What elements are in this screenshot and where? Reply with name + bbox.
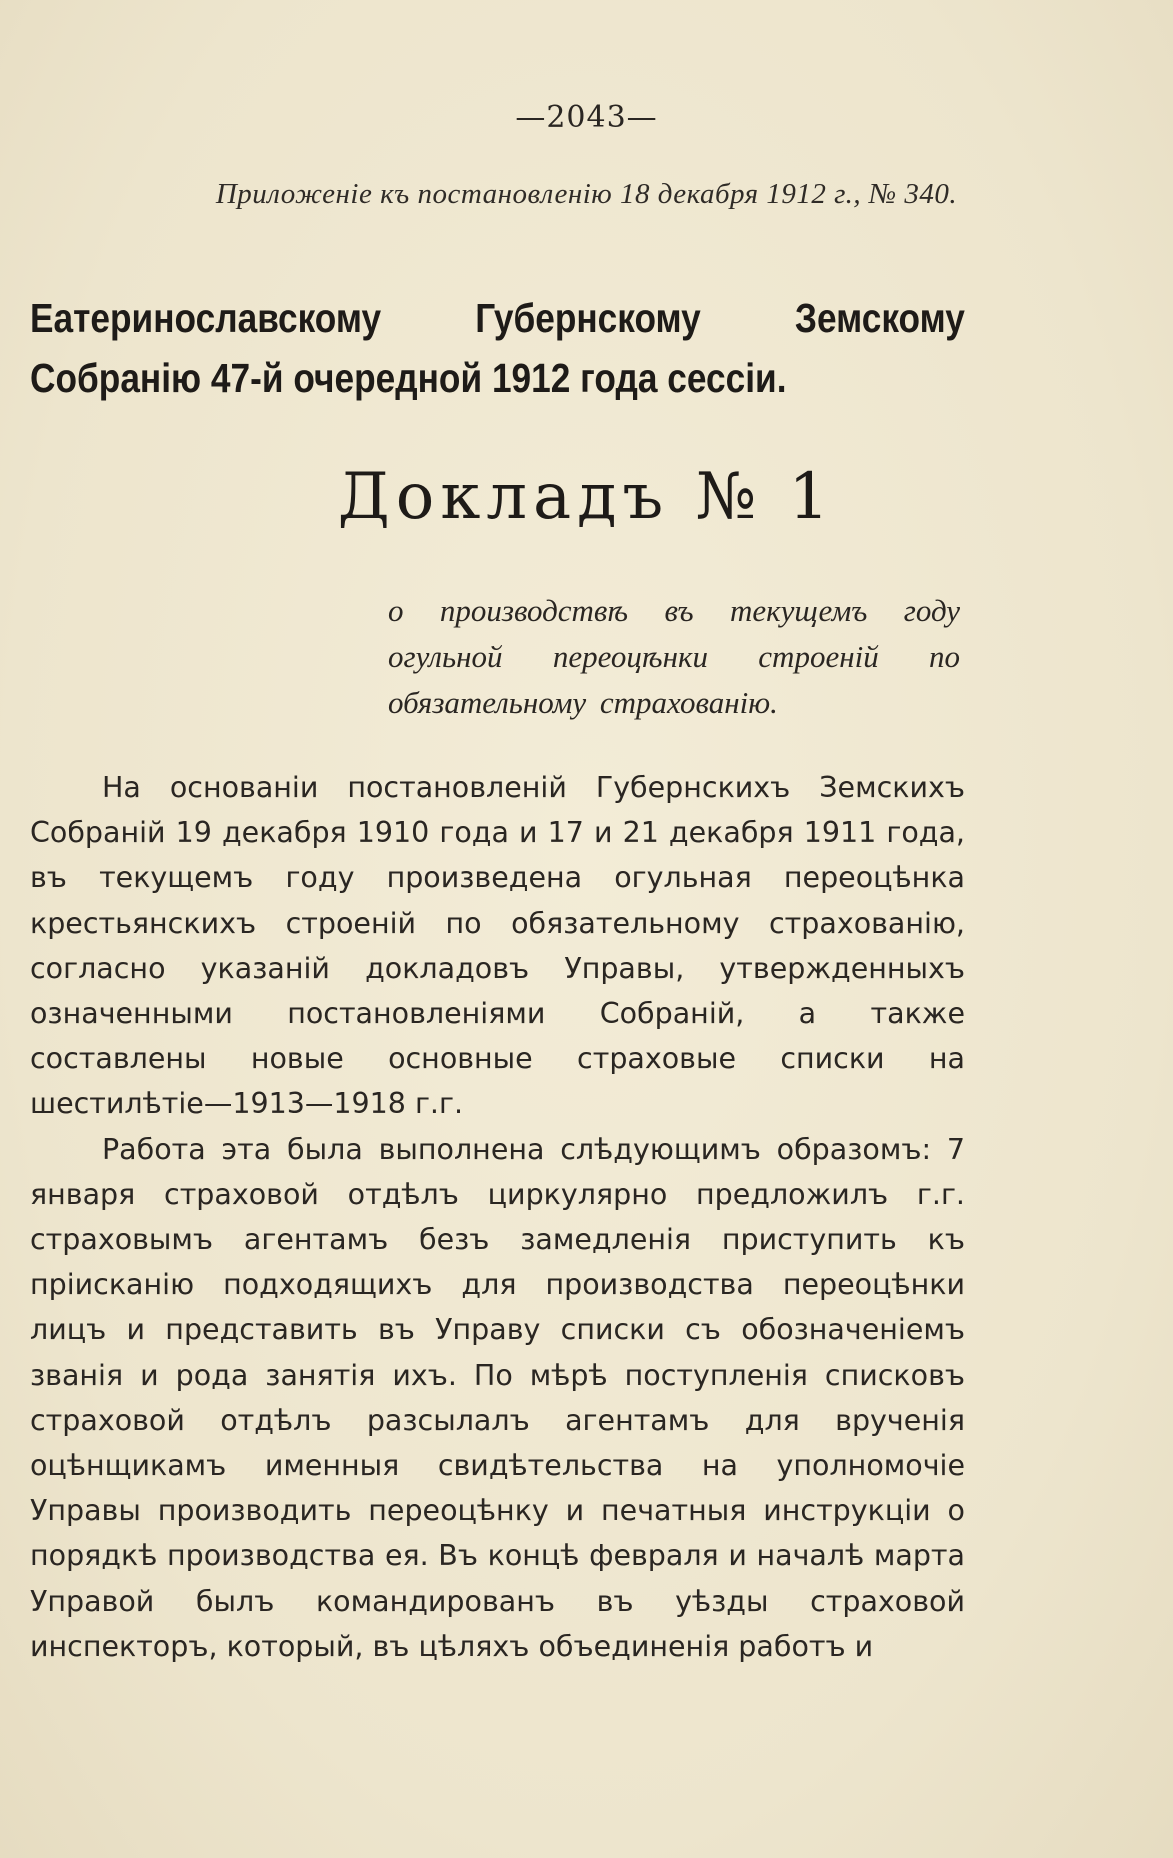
report-title: Докладъ № 1 xyxy=(337,460,836,534)
body-paragraph: Работа эта была выполнена слѣдующимъ образомъ: 7 января страховой отдѣлъ циркулярно предложилъ г.г. страховымъ агентамъ безъ замедленія приступить къ пріисканію подходящихъ для производства переоцѣнки лицъ и представить въ Управу списки съ обозначеніемъ званія и рода занятія ихъ. По мѣрѣ поступленія списковъ страховой отдѣлъ разсылалъ агентамъ для врученія оцѣнщикамъ именныя свидѣтельства на уполномочіе Управы производить переоцѣнку и печатныя инструкціи о порядкѣ производства ея. Въ концѣ февраля и началѣ марта Управой былъ командированъ въ уѣзды страховой инспекторъ, который, въ цѣляхъ объединенія работъ и xyxy=(30,1132,965,1663)
report-body xyxy=(30,765,965,1669)
addressee-heading: Еатеринославскому Губернскому Земскому Собранію 47-й очередной 1912 года сессіи. xyxy=(30,295,965,401)
annex-reference: Приложеніе къ постановленію 18 декабря 1912 г., № 340. xyxy=(215,178,958,210)
report-subtitle: о производствѣ въ текущемъ году огульной переоцѣнки строеній по обязательному страхованію. xyxy=(388,593,960,720)
body-paragraph: На основаніи постановленій Губернскихъ Земскихъ Собраній 19 декабря 1910 года и 17 и 21 декабря 1911 года, въ текущемъ году произведена огульная переоцѣнка крестьянскихъ строеній по обязательному страхованію, согласно указаній докладовъ Управы, утвержденныхъ означенными постановленіями Собраній, а также составлены новые основные страховые списки на шестилѣтіе—1913—1918 г.г. xyxy=(30,771,965,1121)
page-number: —2043— xyxy=(515,100,658,135)
